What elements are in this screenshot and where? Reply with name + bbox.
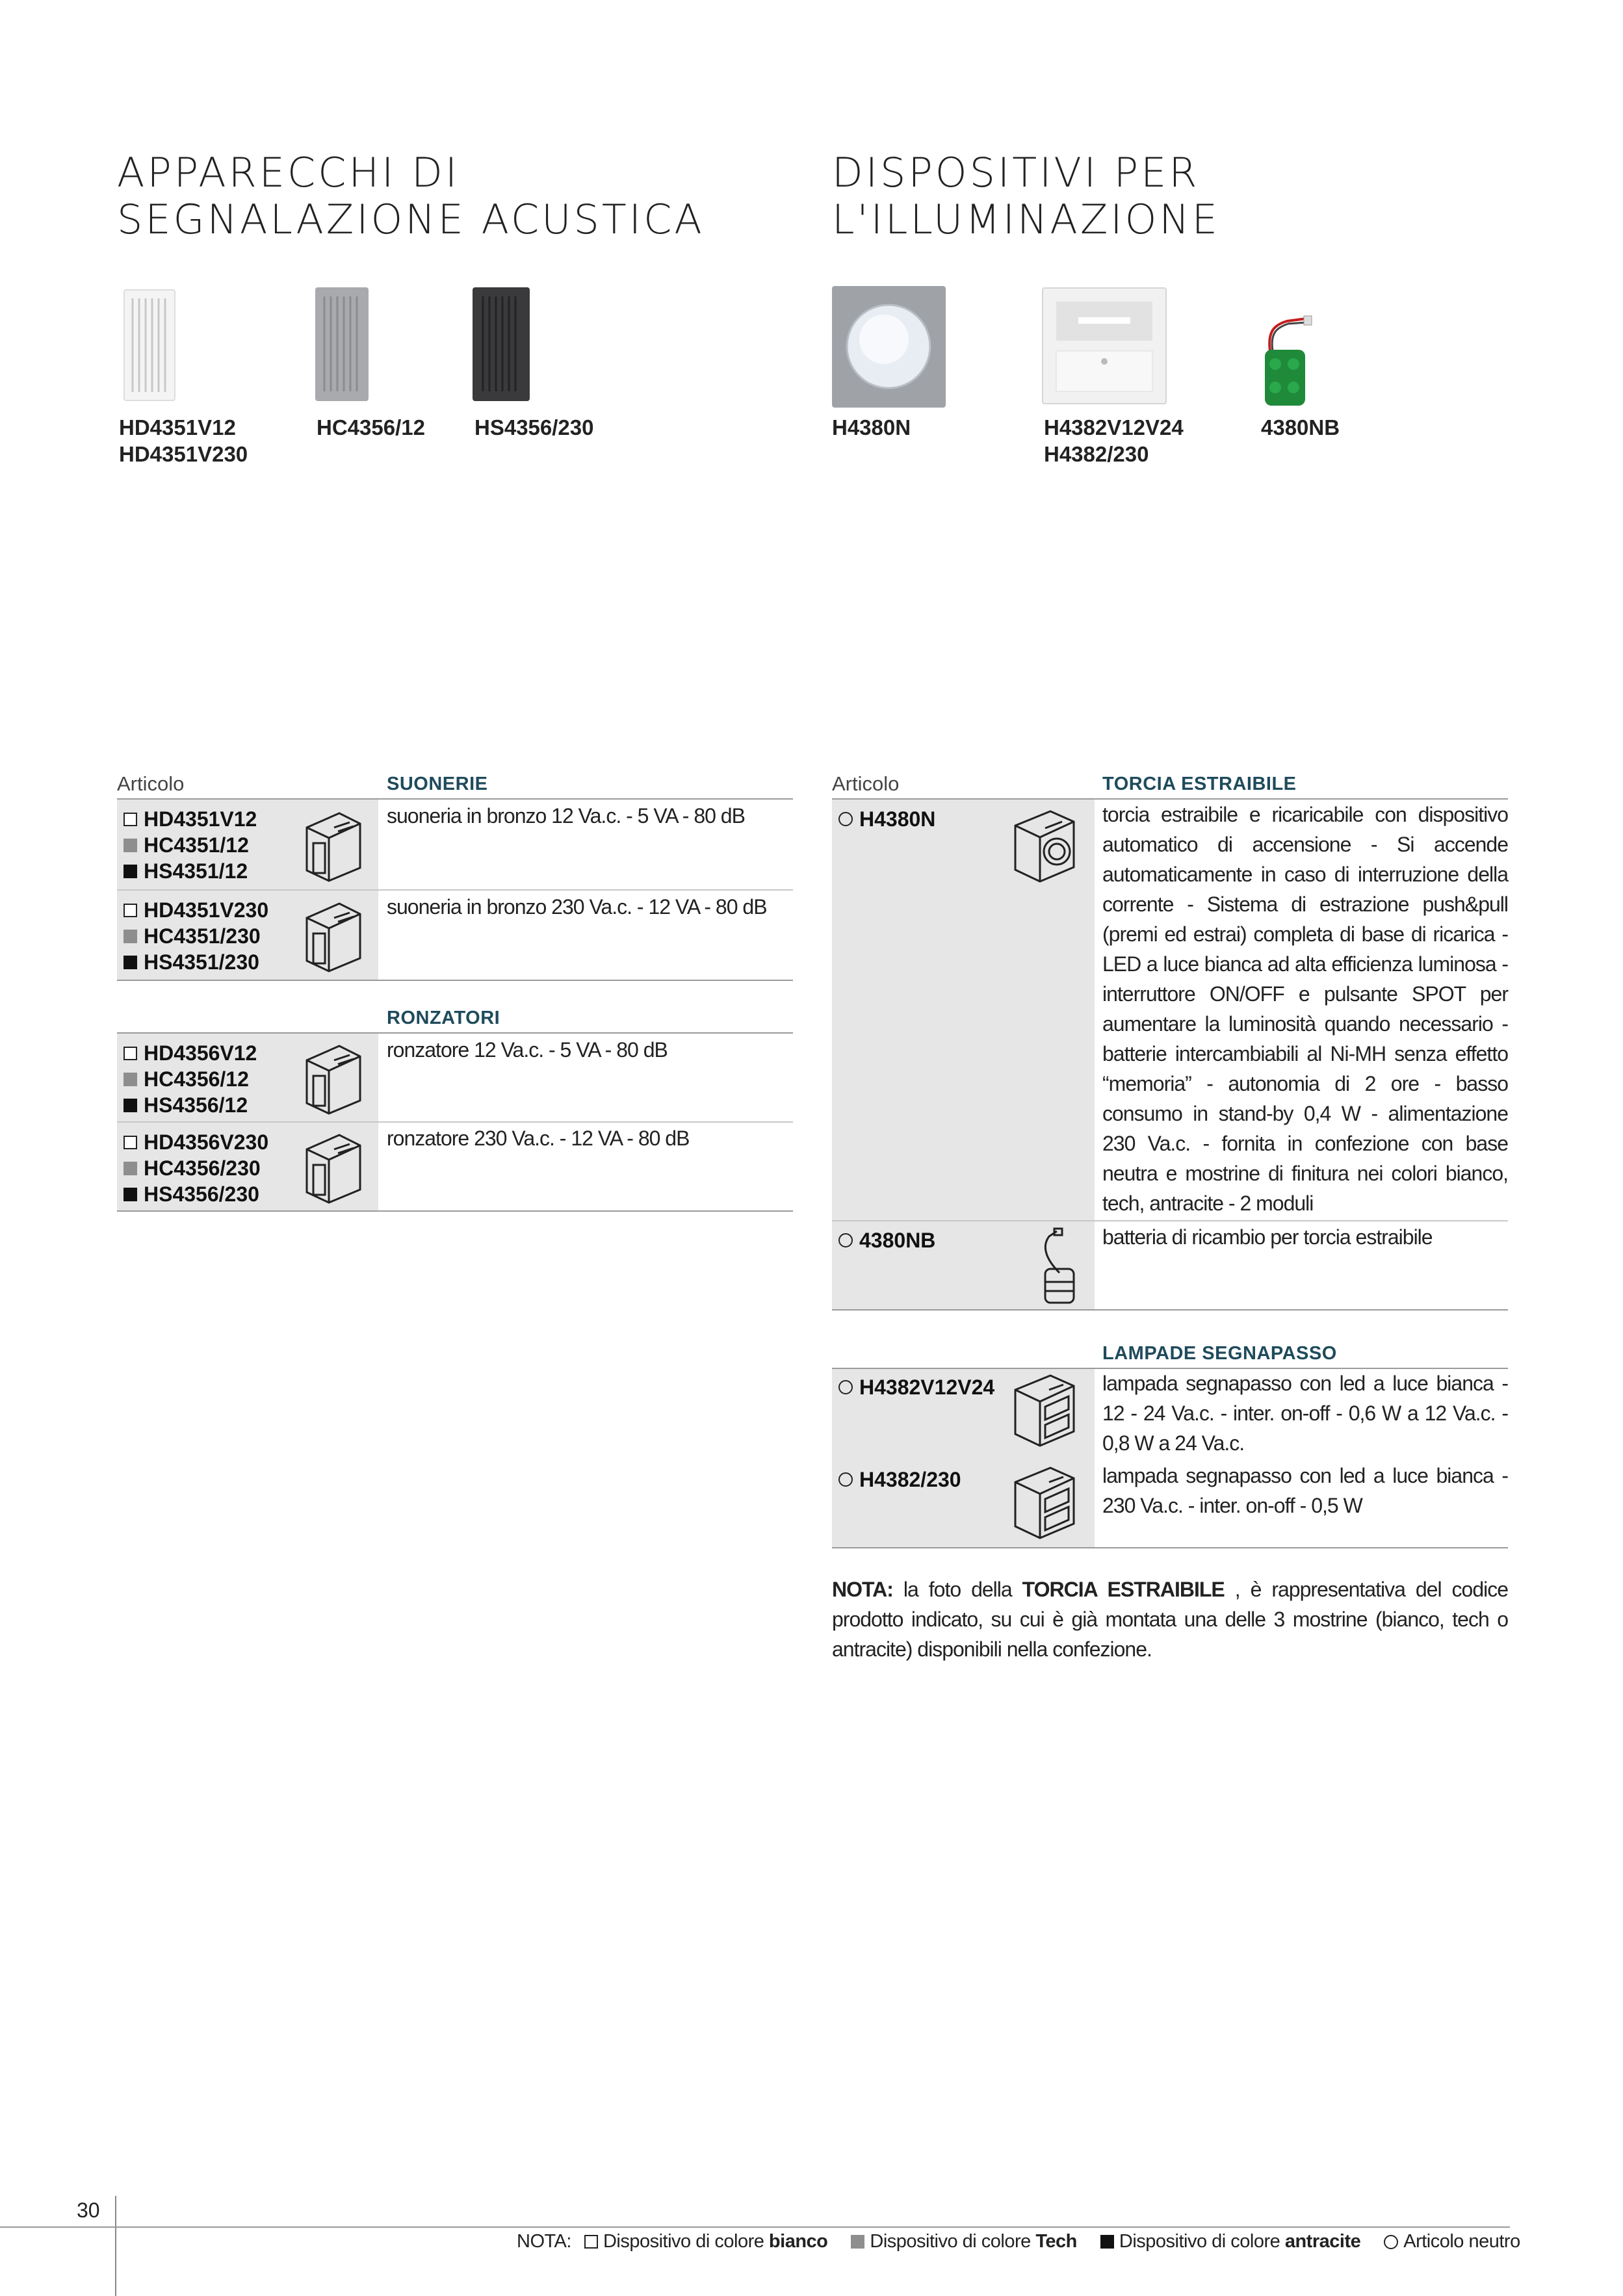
page-number: 30 <box>77 2198 100 2222</box>
white-square-icon <box>123 813 137 826</box>
section-end-rule <box>117 1210 793 1212</box>
photo-label-h4382: H4382V12V24 H4382/230 <box>1044 415 1184 466</box>
suonerie-title: SUONERIE <box>387 774 488 794</box>
footer-rule <box>0 2226 1510 2228</box>
black-square-icon <box>1100 2235 1114 2249</box>
grey-square-icon <box>123 839 137 852</box>
legend-anthracite: Dispositivo di colore antracite <box>1119 2231 1361 2252</box>
ronzatori-title: RONZATORI <box>387 1008 500 1028</box>
black-square-icon <box>123 865 137 878</box>
neutral-circle-icon <box>838 1472 853 1487</box>
note-paragraph <box>832 1574 1508 1664</box>
table-row-desc: lampada segnapasso con led a luce bianca - 12 - 24 Va.c. - inter. on-off - 0,6 W a 12 Va.c. - 0,8 W a 24 Va.c. <box>1102 1372 1508 1455</box>
legend-tech: Dispositivo di colore Tech <box>870 2231 1077 2252</box>
battery-icon <box>1033 1227 1085 1309</box>
grey-square-icon <box>123 1162 137 1175</box>
grey-square-icon <box>123 930 137 943</box>
neutral-circle-icon <box>838 1380 853 1394</box>
photo-label-4380nb: 4380NB <box>1261 415 1340 439</box>
section-end-rule <box>832 1309 1508 1311</box>
table-row-codes: HD4356V230 HC4356/230 HS4356/230 <box>123 1129 268 1207</box>
note-bold: TORCIA ESTRAIBILE <box>1022 1578 1225 1601</box>
step-lamp-module-icon <box>1009 1370 1080 1452</box>
photo-torch <box>832 286 946 408</box>
lampade-title: LAMPADE SEGNAPASSO <box>1102 1343 1337 1364</box>
table-row-desc: ronzatore 12 Va.c. - 5 VA - 80 dB <box>387 1038 668 1062</box>
table-row-desc: batteria di ricambio per torcia estraibile <box>1102 1225 1433 1249</box>
photo-label-hd4351: HD4351V12 HD4351V230 <box>119 415 248 466</box>
photo-label-hs4356: HS4356/230 <box>474 415 594 439</box>
table-row-desc: suoneria in bronzo 12 Va.c. - 5 VA - 80 dB <box>387 804 745 828</box>
footer-vertical-line <box>115 2196 116 2296</box>
step-lamp-module-icon <box>1009 1463 1080 1544</box>
legend-white: Dispositivo di colore bianco <box>603 2231 828 2252</box>
buzzer-module-icon <box>300 1130 365 1208</box>
neutral-circle-icon <box>1384 2235 1398 2249</box>
right-section-title: DISPOSITIVI PER L'ILLUMINAZIONE <box>832 149 1220 243</box>
photo-anthracite-bell <box>473 287 530 401</box>
section-end-rule <box>117 980 793 981</box>
table-row-code: H4380N <box>838 806 935 832</box>
left-section-title: APPARECCHI DI SEGNALAZIONE ACUSTICA <box>117 149 705 243</box>
grey-square-icon <box>851 2235 864 2249</box>
table-row-desc: lampada segnapasso con led a luce bianca - 230 Va.c. - inter. on-off - 0,5 W <box>1102 1464 1508 1517</box>
table-row-codes: HD4351V230 HC4351/230 HS4351/230 <box>123 897 268 975</box>
table-row-desc: suoneria in bronzo 230 Va.c. - 12 VA - 80 dB <box>387 895 767 919</box>
section-end-rule <box>832 1547 1508 1548</box>
black-square-icon <box>123 1188 137 1201</box>
note-label: NOTA: <box>832 1578 893 1601</box>
torch-module-icon <box>1009 806 1080 887</box>
table-row-desc: torcia estraibile e ricaricabile con dispositivo automatico di accensione - Si accende automaticamente in caso di interruzione della corrente - Sistema di estrazione push&pull (premi ed estrai) completa di base di ricarica - LED a luce bianca ad alta efficienza luminosa - interruttore ON/OFF e pulsante SPOT per aumentare la luminosità quando necessario - batterie intercambiabili al Ni-MH senza effetto “memoria” - autonomia di 2 ore - basso consumo in stand-by 0,4 W - alimentazione 230 Va.c. - fornita in confezione con base neutra e mostrine di finitura nei colori bianco, tech, antracite - 2 moduli <box>1102 803 1508 1215</box>
legend-neutral: Articolo neutro <box>1403 2231 1520 2252</box>
note-text-1: la foto della <box>892 1578 1022 1601</box>
buzzer-module-icon <box>300 1041 365 1119</box>
photo-tech-bell <box>315 287 369 401</box>
table-row-code: 4380NB <box>838 1227 935 1253</box>
photo-white-bell <box>123 289 175 401</box>
neutral-circle-icon <box>838 1233 853 1247</box>
table-row-codes: HD4351V12 HC4351/12 HS4351/12 <box>123 806 257 884</box>
black-square-icon <box>123 956 137 969</box>
photo-battery <box>1261 312 1313 408</box>
white-square-icon <box>584 2235 598 2249</box>
photo-label-h4380n: H4380N <box>832 415 911 439</box>
white-square-icon <box>123 1047 137 1060</box>
white-square-icon <box>123 904 137 917</box>
grey-square-icon <box>123 1073 137 1086</box>
bell-module-icon <box>300 808 365 886</box>
footer-nota: NOTA: <box>517 2231 571 2252</box>
table-row-code: H4382V12V24 <box>838 1374 994 1400</box>
table-row-desc: ronzatore 230 Va.c. - 12 VA - 80 dB <box>387 1127 690 1150</box>
note-text-2: , è rappresentativa del codice prodotto indicato, su cui è già montata una delle 3 mostrine (bianco, tech o antracite) disponibili nella confezione. <box>832 1578 1509 1661</box>
right-table-header: Articolo <box>832 772 900 795</box>
photo-label-hc4356: HC4356/12 <box>317 415 425 439</box>
photo-step-lamp <box>1042 287 1167 404</box>
table-row-codes: HD4356V12 HC4356/12 HS4356/12 <box>123 1040 257 1118</box>
white-square-icon <box>123 1136 137 1149</box>
bell-module-icon <box>300 898 365 976</box>
torcia-title: TORCIA ESTRAIBILE <box>1102 774 1297 794</box>
left-table-header: Articolo <box>117 772 185 795</box>
table-row-code: H4382/230 <box>838 1467 961 1493</box>
black-square-icon <box>123 1099 137 1112</box>
neutral-circle-icon <box>838 812 853 826</box>
footer-legend <box>517 2231 1520 2252</box>
